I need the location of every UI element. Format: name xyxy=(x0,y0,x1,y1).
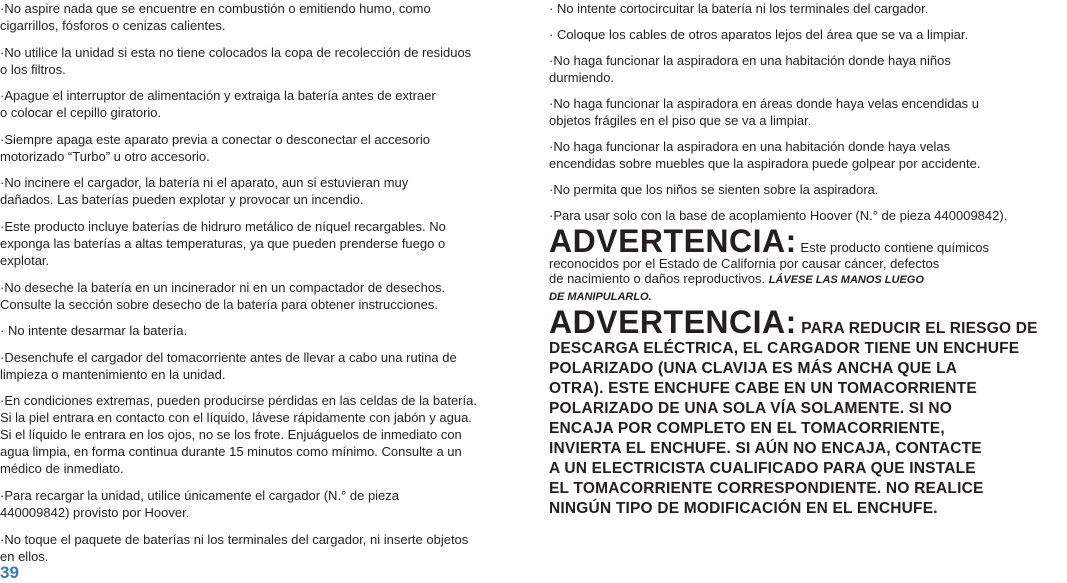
safety-item: ·No deseche la batería en un incinerador ni en un compactador de desechos. Consulte la sección sobre desecho de la batería para obtener instrucciones. xyxy=(0,279,446,312)
electric-shock-warning xyxy=(549,304,1067,519)
safety-item: · No intente cortocircuitar la batería ni los terminales del cargador. xyxy=(549,1,929,16)
safety-item: ·Para recargar la unidad, utilice únicamente el cargador (N.° de pieza 440009842) provisto por Hoover. xyxy=(0,487,400,520)
safety-item: ·No utilice la unidad si esta no tiene colocados la copa de recolección de residuos o los filtros. xyxy=(0,44,472,77)
safety-item: ·No toque el paquete de baterías ni los terminales del cargador, ni inserte objetos en ellos. xyxy=(0,531,469,564)
safety-item: ·Este producto incluye baterías de hidruro metálico de níquel recargables. No exponga las baterías a altas temperaturas, ya que pueden prenderse fuego o explotar. xyxy=(0,218,446,268)
safety-item: ·No haga funcionar la aspiradora en áreas donde haya velas encendidas u objetos frágiles en el piso que se va a limpiar. xyxy=(549,96,980,128)
safety-item: · Coloque los cables de otros aparatos lejos del área que se va a limpiar. xyxy=(549,27,969,42)
warning-text: Este producto contiene químicos reconocidos por el Estado de California por causar cáncer, defectos de nacimiento o daños reproductivos. xyxy=(549,240,990,286)
safety-item: ·Desenchufe el cargador del tomacorriente antes de llevar a cabo una rutina de limpieza o mantenimiento en la unidad. xyxy=(0,349,457,382)
safety-item: ·No incinere el cargador, la batería ni el aparato, aun si estuvieran muy dañados. Las baterías pueden explotar y provocar un incendio. xyxy=(0,175,409,208)
page-number: 39 xyxy=(0,563,19,582)
safety-item: ·No permita que los niños se sienten sobre la aspiradora. xyxy=(549,182,879,197)
safety-item: ·Apague el interruptor de alimentación y extraiga la batería antes de extraer o colocar el cepillo giratorio. xyxy=(0,88,436,121)
left-column xyxy=(0,0,528,574)
safety-item: · No intente desarmar la batería. xyxy=(0,323,188,339)
warning-heading: ADVERTENCIA: xyxy=(549,223,797,259)
warning-heading: ADVERTENCIA: xyxy=(549,304,797,340)
safety-item: ·No haga funcionar la aspiradora en una habitación donde haya niños durmiendo. xyxy=(549,53,951,85)
safety-item: ·No haga funcionar la aspiradora en una habitación donde haya velas encendidas sobre muebles que la aspiradora puede golpear por accidente. xyxy=(549,139,981,171)
california-warning xyxy=(549,223,1067,305)
warning-text: PARA REDUCIR EL RIESGO DE DESCARGA ELÉCTRICA, EL CARGADOR TIENE UN ENCHUFE POLARIZADO (UNA CLAVIJA ES MÁS ANCHA QUE LA OTRA). ESTE ENCHUFE CABE EN UN TOMACORRIENTE POLARIZADO DE UNA SOLA VÍA SOLAMENTE. SI NO ENCAJA POR COMPLETO EN EL TOMACORRIENTE, INVIERTA EL ENCHUFE. SI AÚN NO ENCAJA, CONTACTE A UN ELECTRICISTA CUALIFICADO PARA QUE INSTALE EL TOMACORRIENTE CORRESPONDIENTE. NO REALICE NINGÚN TIPO DE MODIFICACIÓN EN EL ENCHUFE. xyxy=(549,320,1038,517)
safety-item: ·No aspire nada que se encuentre en combustión o emitiendo humo, como cigarrillos, fósforos o cenizas calientes. xyxy=(0,1,431,33)
wash-hands-notice: LÁVESE LAS MANOS LUEGO DE MANIPULARLO. xyxy=(549,274,924,303)
safety-item: ·Siempre apaga este aparato previa a conectar o desconectar el accesorio motorizado “Turbo” u otro accesorio. xyxy=(0,131,430,164)
right-column xyxy=(549,0,1067,519)
safety-item: ·Para usar solo con la base de acoplamiento Hoover (N.° de pieza 440009842). xyxy=(549,208,1008,223)
safety-item: ·En condiciones extremas, pueden producirse pérdidas en las celdas de la batería. Si la piel entrara en contacto con el líquido, lávese rápidamente con jabón y agua. Si el líquido le entrara en los ojos, no se los frote. Enjuáguelos de inmediato con agua limpia, en forma continua durante 15 minutos como mínimo. Consulte a un médico de inmediato. xyxy=(0,393,477,477)
